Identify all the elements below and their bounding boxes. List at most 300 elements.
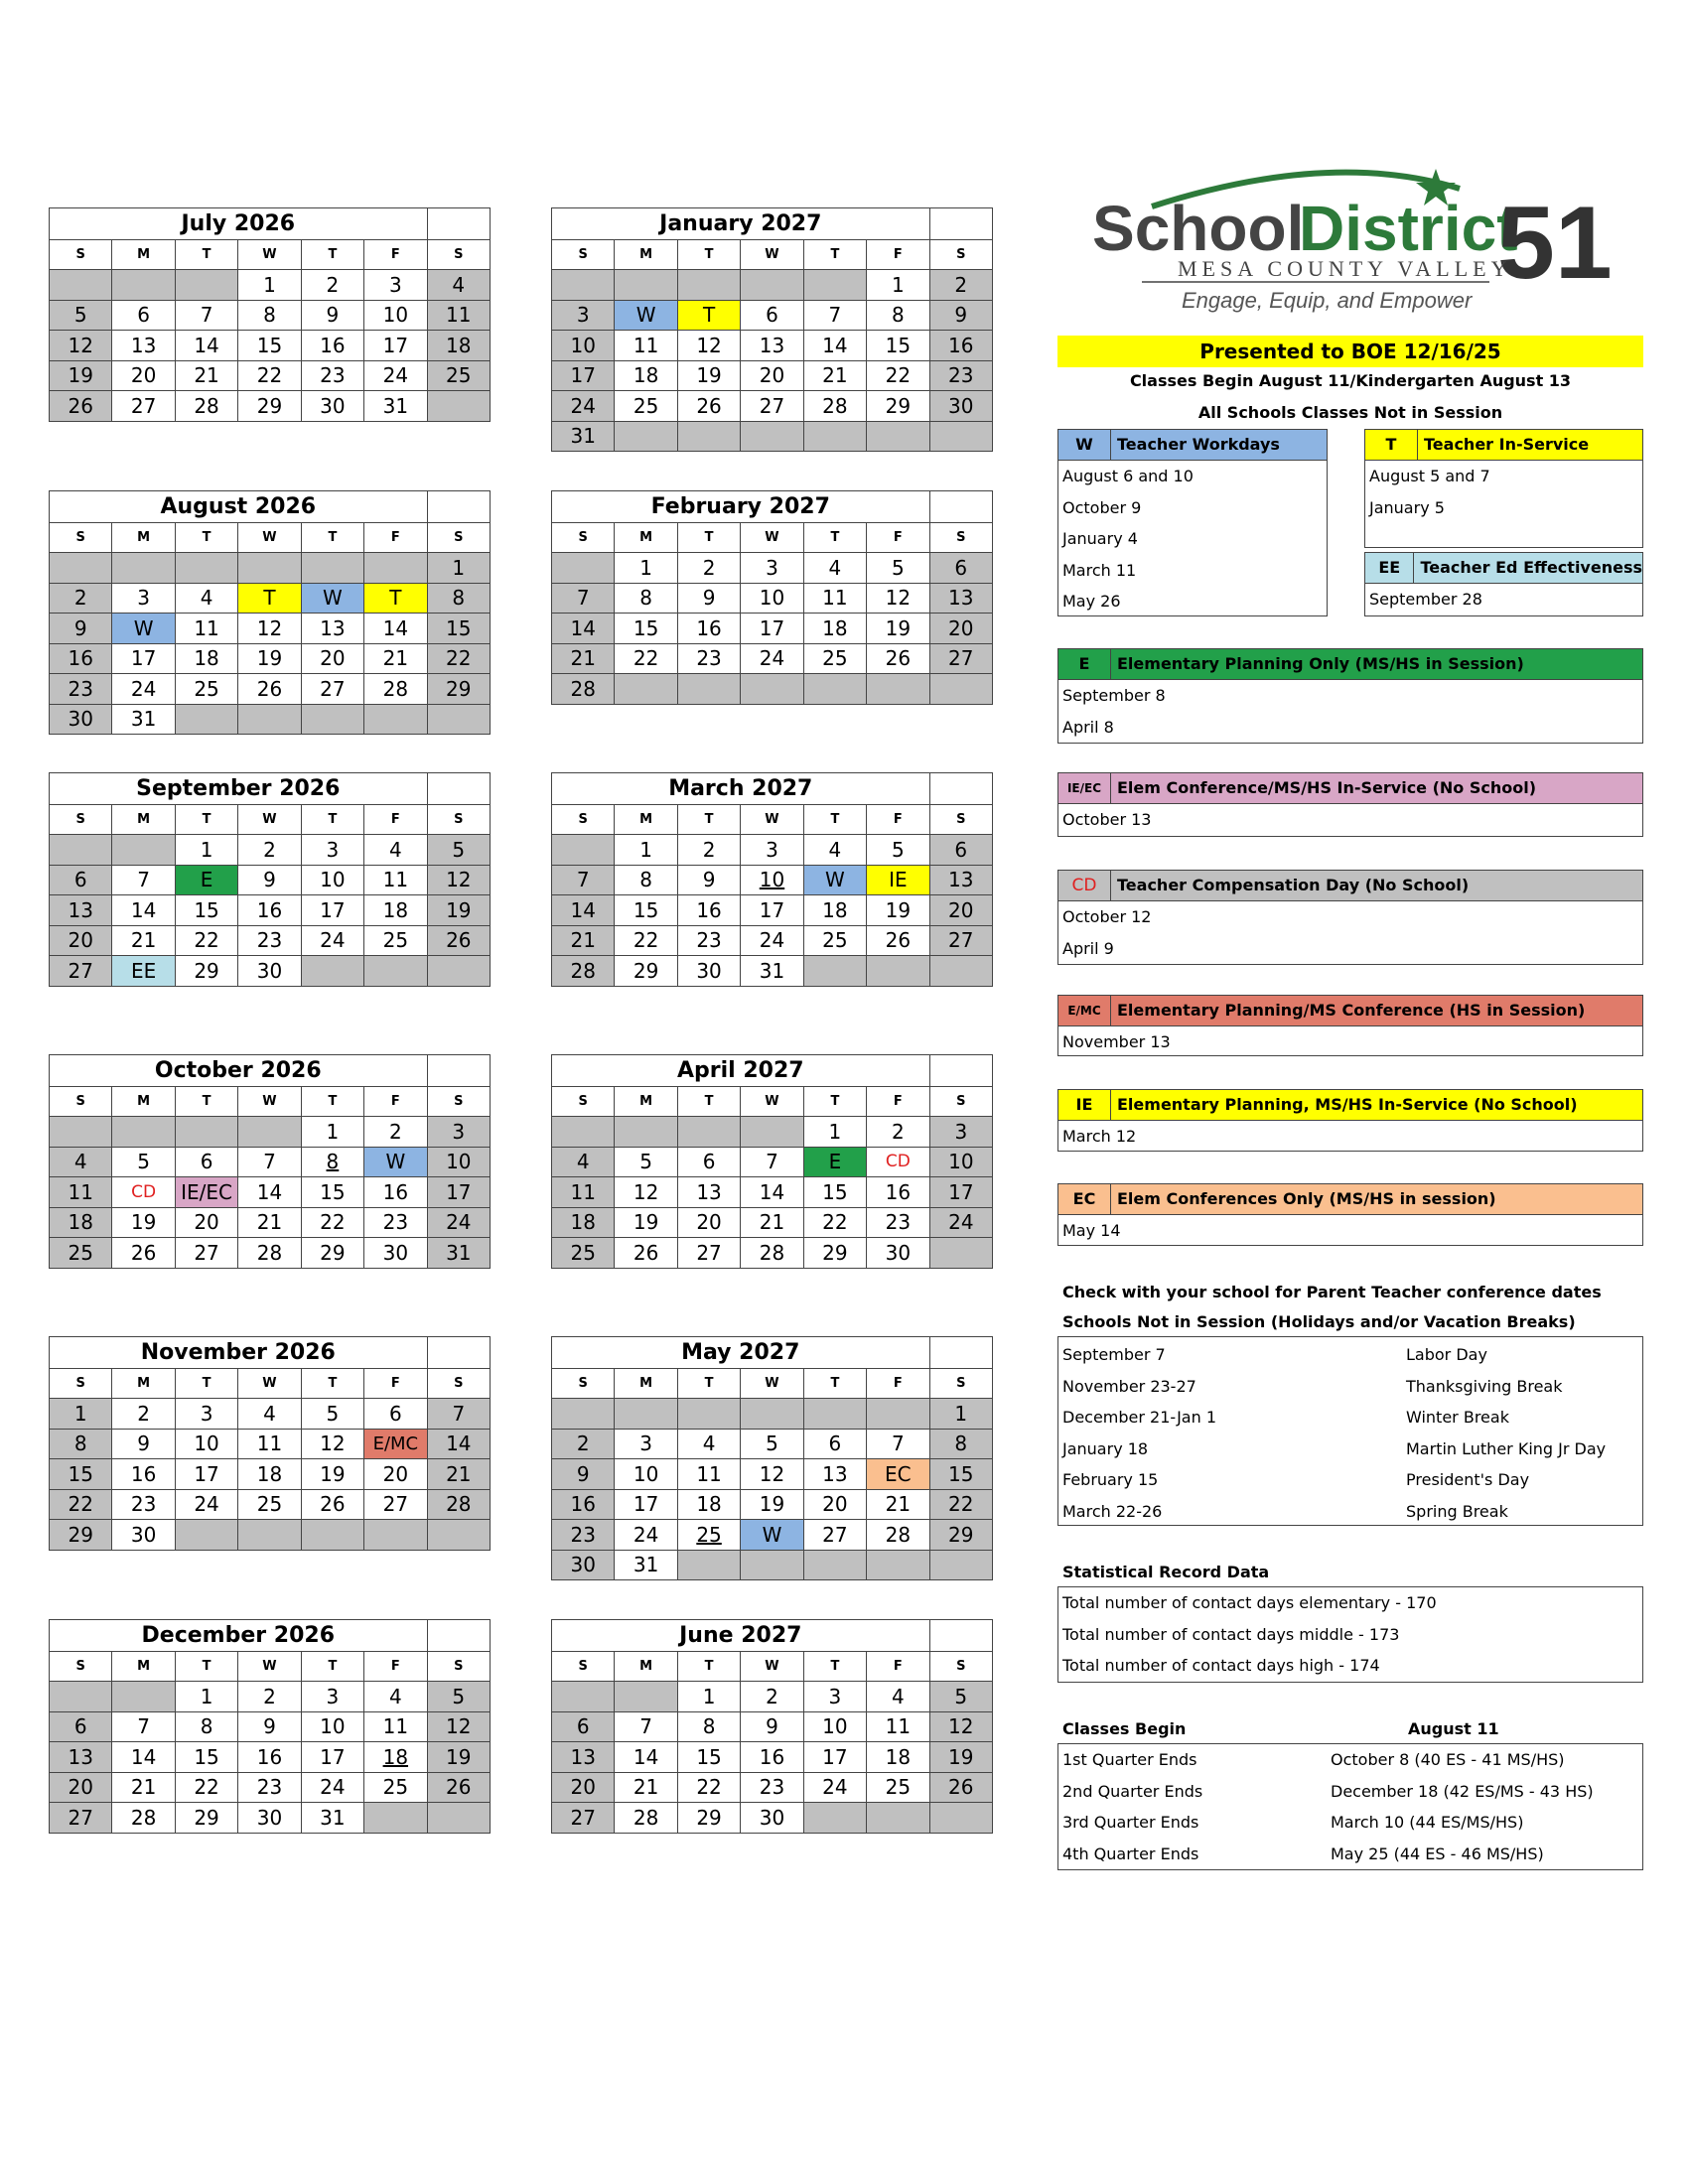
- day-value: 6: [828, 1432, 842, 1456]
- day-value: 5: [137, 1150, 150, 1174]
- day-value: 16: [885, 1179, 912, 1204]
- day-value: 20: [570, 1775, 596, 1800]
- empty-day-cell: [112, 1117, 175, 1148]
- day-value: 4: [200, 586, 213, 611]
- month-title-corner: [929, 1620, 992, 1652]
- day-cell: [615, 1772, 677, 1803]
- day-cell: [677, 1742, 740, 1773]
- day-value: 8: [452, 586, 466, 611]
- day-header: S: [552, 1369, 615, 1399]
- holiday-date: November 23-27: [1062, 1376, 1196, 1396]
- day-value: 19: [256, 646, 283, 671]
- day-cell: [867, 300, 929, 331]
- day-cell: [803, 835, 866, 866]
- day-value: 29: [948, 1522, 974, 1547]
- empty-day-cell: [301, 704, 363, 735]
- day-cell: [615, 1429, 677, 1459]
- month-title-corner: [427, 773, 490, 805]
- month-title: May 2027: [552, 1337, 930, 1369]
- month-calendar: [551, 1336, 993, 1580]
- day-value: 9: [326, 303, 340, 328]
- day-value: 13: [68, 1744, 93, 1769]
- day-cell: [803, 1429, 866, 1459]
- day-cell: [677, 895, 740, 926]
- day-value: 28: [570, 958, 596, 983]
- day-cell: [677, 1803, 740, 1834]
- empty-day-cell: [615, 1682, 677, 1712]
- day-cell: [427, 1207, 490, 1238]
- day-cell: [803, 925, 866, 956]
- day-header: T: [803, 1369, 866, 1399]
- day-cell: [112, 583, 175, 614]
- day-cell: [112, 925, 175, 956]
- day-value: 3: [326, 1684, 340, 1708]
- day-cell: [112, 1489, 175, 1520]
- quarter-label: 4th Quarter Ends: [1062, 1843, 1199, 1863]
- day-header: T: [803, 523, 866, 553]
- empty-day-cell: [867, 956, 929, 987]
- legend-item: January 4: [1062, 529, 1138, 548]
- day-value: 12: [446, 1714, 472, 1739]
- day-value: 19: [696, 363, 722, 388]
- quarter-value: December 18 (42 ES/MS - 43 HS): [1331, 1781, 1594, 1801]
- day-value: 1: [639, 837, 652, 862]
- day-cell: [803, 391, 866, 422]
- day-cell: [238, 270, 301, 301]
- day-cell: [175, 614, 237, 644]
- day-value: 23: [256, 928, 283, 953]
- day-value: 25: [885, 1775, 912, 1800]
- holiday-name: President's Day: [1406, 1470, 1530, 1489]
- day-value: 18: [382, 1744, 409, 1769]
- day-cell: [677, 553, 740, 584]
- day-value: 16: [256, 1744, 283, 1769]
- day-value: 15: [194, 897, 219, 922]
- day-value: 22: [194, 1775, 219, 1800]
- day-value: 2: [766, 1684, 778, 1708]
- legend-elem-conference-inservice: [1057, 772, 1643, 837]
- day-cell: [175, 1399, 237, 1430]
- stat-item: Total number of contact days middle - 173: [1062, 1624, 1400, 1644]
- day-header: W: [741, 1652, 803, 1682]
- day-cell: [238, 643, 301, 674]
- day-cell: [112, 360, 175, 391]
- day-value: 30: [320, 393, 346, 418]
- empty-day-cell: [929, 956, 992, 987]
- day-header: S: [427, 240, 490, 270]
- day-value: 15: [68, 1461, 93, 1486]
- day-cell: [741, 835, 803, 866]
- day-value: 11: [885, 1714, 912, 1739]
- day-cell: [929, 583, 992, 614]
- day-header: T: [677, 1087, 740, 1117]
- month-title: March 2027: [552, 773, 930, 805]
- day-cell: [364, 360, 427, 391]
- day-cell: [301, 331, 363, 361]
- day-value: 12: [885, 586, 912, 611]
- day-cell: [741, 360, 803, 391]
- day-value: 19: [130, 1210, 157, 1235]
- day-cell: [615, 1742, 677, 1773]
- day-value: 20: [68, 1775, 93, 1800]
- day-value: 22: [68, 1492, 93, 1517]
- day-value: 7: [137, 1714, 150, 1739]
- day-value: 27: [68, 958, 93, 983]
- day-cell: [552, 583, 615, 614]
- month-title: April 2027: [552, 1055, 930, 1087]
- day-cell: [677, 1177, 740, 1208]
- legend-code: E: [1058, 649, 1111, 679]
- day-value: 7: [828, 303, 842, 328]
- month-calendar: [49, 490, 491, 735]
- day-cell: [364, 270, 427, 301]
- day-value: 16: [570, 1492, 596, 1517]
- day-value: 4: [452, 272, 466, 297]
- day-value: 6: [702, 1150, 716, 1174]
- day-value: 25: [696, 1522, 722, 1547]
- day-cell: [427, 614, 490, 644]
- month-title: October 2026: [50, 1055, 428, 1087]
- day-cell: [175, 1238, 237, 1269]
- empty-day-cell: [803, 1399, 866, 1430]
- day-value: 22: [194, 928, 219, 953]
- logo-graphic: [1082, 159, 1613, 318]
- holiday-date: September 7: [1062, 1345, 1166, 1364]
- day-cell: [615, 1550, 677, 1580]
- day-value: 27: [382, 1492, 409, 1517]
- day-cell: [364, 1711, 427, 1742]
- day-cell: [238, 1711, 301, 1742]
- day-cell: [552, 1550, 615, 1580]
- legend-item: May 26: [1062, 592, 1121, 611]
- day-value: 2: [73, 586, 87, 611]
- day-value: 13: [68, 897, 93, 922]
- holiday-row: [1058, 1339, 1642, 1371]
- day-value: 30: [885, 1240, 912, 1265]
- month-calendar: [49, 772, 491, 987]
- day-cell: [615, 1489, 677, 1520]
- day-value: 3: [766, 837, 778, 862]
- day-value: 27: [948, 646, 974, 671]
- day-cell: [803, 360, 866, 391]
- day-cell: [615, 1803, 677, 1834]
- day-cell: [175, 895, 237, 926]
- day-value: 4: [73, 1150, 87, 1174]
- day-value: 17: [759, 897, 785, 922]
- day-value: 27: [570, 1805, 596, 1830]
- day-value: 4: [263, 1401, 276, 1426]
- day-cell: [175, 1682, 237, 1712]
- day-value: 20: [696, 1210, 722, 1235]
- day-header: S: [552, 805, 615, 835]
- day-cell: [615, 1711, 677, 1742]
- day-value: 21: [382, 646, 409, 671]
- day-value: 1: [891, 272, 905, 297]
- day-cell: [175, 925, 237, 956]
- day-cell: [867, 1238, 930, 1269]
- classes-begin-value: August 11: [1408, 1719, 1499, 1738]
- day-value: 29: [256, 393, 283, 418]
- day-cell: [867, 614, 929, 644]
- day-value: 18: [570, 1210, 596, 1235]
- day-value: 11: [256, 1432, 283, 1456]
- day-value: 29: [194, 1805, 219, 1830]
- empty-day-cell: [867, 1399, 929, 1430]
- month-title: July 2026: [50, 208, 428, 240]
- day-value: 19: [446, 897, 472, 922]
- day-cell: [929, 1207, 992, 1238]
- day-cell: [112, 1711, 175, 1742]
- day-value: 10: [446, 1150, 472, 1174]
- quarter-value: October 8 (40 ES - 41 MS/HS): [1331, 1750, 1565, 1769]
- empty-day-cell: [427, 956, 490, 987]
- day-value: 17: [130, 646, 157, 671]
- month-calendar: [551, 1054, 993, 1269]
- day-cell: [50, 583, 112, 614]
- day-value: 28: [130, 1805, 157, 1830]
- quarter-value: March 10 (44 ES/MS/HS): [1331, 1813, 1524, 1832]
- day-cell: [929, 270, 992, 301]
- day-value: 2: [576, 1432, 590, 1456]
- day-value: 6: [200, 1150, 213, 1174]
- day-cell: [741, 1711, 803, 1742]
- day-cell: [615, 1177, 677, 1208]
- day-value: 7: [639, 1714, 652, 1739]
- day-cell: [50, 925, 112, 956]
- logo-number: 51: [1497, 186, 1613, 301]
- day-cell: [50, 1177, 112, 1208]
- day-value: 9: [766, 1714, 778, 1739]
- day-value: 27: [194, 1240, 219, 1265]
- event-day-cell: [175, 1177, 237, 1208]
- quarter-label: 1st Quarter Ends: [1062, 1750, 1197, 1769]
- day-cell: [427, 1682, 490, 1712]
- day-value: W: [133, 615, 154, 640]
- day-cell: [552, 1207, 615, 1238]
- day-cell: [364, 1207, 427, 1238]
- district-logo: [1082, 159, 1613, 318]
- holiday-row: [1058, 1402, 1642, 1433]
- day-value: 21: [570, 646, 596, 671]
- day-cell: [741, 391, 803, 422]
- empty-day-cell: [803, 421, 866, 452]
- day-cell: [427, 925, 490, 956]
- holidays-table: [1057, 1336, 1643, 1526]
- day-cell: [741, 1177, 803, 1208]
- event-day-cell: [238, 583, 301, 614]
- day-cell: [427, 1489, 490, 1520]
- day-value: 4: [828, 837, 842, 862]
- day-value: 27: [696, 1240, 722, 1265]
- legend-item: August 6 and 10: [1062, 467, 1194, 485]
- day-value: 23: [130, 1492, 157, 1517]
- day-value: 26: [696, 393, 722, 418]
- day-value: 25: [382, 928, 409, 953]
- empty-day-cell: [50, 1682, 112, 1712]
- empty-day-cell: [552, 270, 615, 301]
- legend-code: CD: [1058, 871, 1111, 900]
- legend-label: Teacher In-Service: [1424, 435, 1590, 454]
- day-cell: [929, 1772, 992, 1803]
- day-value: 2: [388, 1119, 402, 1144]
- day-cell: [175, 331, 237, 361]
- day-cell: [301, 1772, 363, 1803]
- day-cell: [677, 331, 740, 361]
- day-value: 9: [263, 1714, 276, 1739]
- day-cell: [238, 331, 301, 361]
- day-value: 18: [822, 615, 848, 640]
- day-cell: [175, 1803, 237, 1834]
- day-value: 19: [320, 1461, 346, 1486]
- day-cell: [301, 1399, 363, 1430]
- logo-text-district: District: [1299, 193, 1518, 264]
- day-value: 17: [446, 1179, 472, 1204]
- event-day-cell: [112, 956, 175, 987]
- month-title-corner: [427, 1337, 490, 1369]
- empty-day-cell: [677, 1550, 740, 1580]
- day-cell: [364, 1682, 427, 1712]
- day-cell: [301, 865, 363, 895]
- day-cell: [427, 643, 490, 674]
- day-header: S: [929, 1652, 992, 1682]
- day-value: 7: [200, 303, 213, 328]
- day-header: M: [615, 1369, 677, 1399]
- day-value: 2: [263, 837, 276, 862]
- day-value: 22: [633, 646, 659, 671]
- empty-day-cell: [50, 553, 112, 584]
- day-value: 12: [256, 615, 283, 640]
- day-header: W: [741, 805, 803, 835]
- day-value: 15: [696, 1744, 722, 1769]
- day-value: 16: [382, 1179, 409, 1204]
- day-value: 28: [570, 676, 596, 701]
- day-value: 24: [320, 928, 346, 953]
- day-header: S: [427, 1369, 490, 1399]
- month-calendar: [49, 1619, 491, 1834]
- day-cell: [427, 1238, 490, 1269]
- day-value: 10: [382, 303, 409, 328]
- day-value: 26: [446, 1775, 472, 1800]
- day-value: 7: [766, 1150, 778, 1174]
- empty-day-cell: [427, 391, 490, 422]
- day-cell: [552, 1711, 615, 1742]
- day-value: 11: [696, 1461, 722, 1486]
- day-cell: [175, 300, 237, 331]
- day-cell: [364, 835, 427, 866]
- day-cell: [238, 1459, 301, 1490]
- day-cell: [238, 1772, 301, 1803]
- day-value: 5: [766, 1432, 778, 1456]
- day-value: 6: [576, 1714, 590, 1739]
- event-day-cell: [803, 865, 866, 895]
- day-cell: [929, 1489, 992, 1520]
- day-cell: [301, 1489, 363, 1520]
- day-value: 13: [948, 868, 974, 892]
- day-cell: [427, 1711, 490, 1742]
- empty-day-cell: [175, 1117, 237, 1148]
- month-title: February 2027: [552, 491, 930, 523]
- day-header: T: [677, 523, 740, 553]
- day-value: 19: [885, 615, 912, 640]
- day-cell: [929, 835, 992, 866]
- day-header: M: [112, 240, 175, 270]
- day-cell: [929, 1177, 992, 1208]
- day-header: S: [929, 240, 992, 270]
- day-cell: [238, 1177, 301, 1208]
- day-cell: [552, 1772, 615, 1803]
- empty-day-cell: [741, 674, 803, 705]
- day-value: 8: [639, 586, 652, 611]
- day-cell: [677, 1147, 740, 1177]
- day-value: 12: [320, 1432, 346, 1456]
- classes-begin-line: Classes Begin August 11/Kindergarten August 13: [1129, 371, 1572, 390]
- day-value: 6: [766, 303, 778, 328]
- day-cell: [867, 331, 929, 361]
- day-cell: [301, 925, 363, 956]
- day-value: 10: [633, 1461, 659, 1486]
- day-value: 28: [382, 676, 409, 701]
- day-header: T: [803, 240, 866, 270]
- empty-day-cell: [50, 1117, 112, 1148]
- day-value: 4: [702, 1432, 716, 1456]
- logo-text-school: School: [1092, 193, 1305, 264]
- day-cell: [615, 1238, 677, 1269]
- day-value: 8: [702, 1714, 716, 1739]
- day-value: IE: [889, 868, 908, 892]
- legend-item: January 5: [1369, 497, 1445, 517]
- day-cell: [301, 1803, 363, 1834]
- quarter-row: [1058, 1839, 1642, 1870]
- event-day-cell: [175, 865, 237, 895]
- day-cell: [929, 1117, 992, 1148]
- month-calendar: [551, 1619, 993, 1834]
- day-cell: [112, 1429, 175, 1459]
- day-value: 11: [570, 1179, 596, 1204]
- day-value: 12: [759, 1461, 785, 1486]
- day-value: 28: [256, 1240, 283, 1265]
- day-value: 23: [696, 646, 722, 671]
- day-value: 9: [73, 615, 87, 640]
- day-value: 23: [382, 1210, 409, 1235]
- legend-item: September 28: [1369, 590, 1482, 609]
- day-value: 26: [885, 646, 912, 671]
- day-cell: [112, 1459, 175, 1490]
- day-cell: [929, 1520, 992, 1551]
- day-value: 20: [822, 1492, 848, 1517]
- empty-day-cell: [175, 1520, 237, 1551]
- event-day-cell: [741, 1520, 803, 1551]
- legend-code: T: [1365, 430, 1418, 460]
- day-value: 11: [633, 333, 659, 357]
- day-value: 20: [948, 615, 974, 640]
- day-header: M: [112, 523, 175, 553]
- stat-item: Total number of contact days high - 174: [1062, 1656, 1380, 1675]
- day-cell: [301, 300, 363, 331]
- day-value: 14: [570, 615, 596, 640]
- day-cell: [615, 553, 677, 584]
- day-cell: [867, 1117, 930, 1148]
- day-header: W: [741, 240, 803, 270]
- day-cell: [50, 956, 112, 987]
- day-header: T: [175, 805, 237, 835]
- empty-day-cell: [677, 421, 740, 452]
- day-cell: [364, 1399, 427, 1430]
- day-value: 7: [263, 1150, 276, 1174]
- day-cell: [50, 643, 112, 674]
- day-value: 24: [759, 928, 785, 953]
- day-cell: [929, 1399, 992, 1430]
- day-cell: [238, 300, 301, 331]
